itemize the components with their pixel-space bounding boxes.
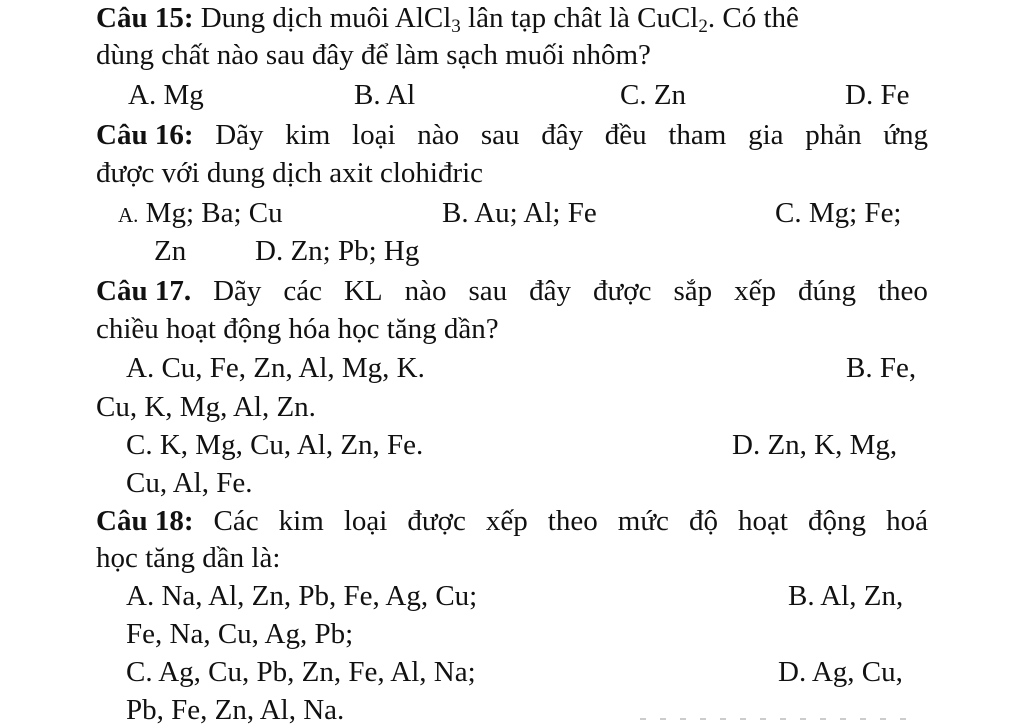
q17-word: nào bbox=[404, 275, 447, 307]
q15-label: Câu 15: bbox=[96, 2, 194, 34]
q16-word: sau bbox=[480, 119, 520, 151]
q18-word: hoá bbox=[886, 505, 928, 537]
q16-line1 bbox=[96, 117, 928, 153]
q15-subscript-1: 3 bbox=[451, 16, 461, 37]
q17-option-a: A. Cu, Fe, Zn, Al, Mg, K. bbox=[126, 352, 425, 384]
q18-word: hoạt bbox=[738, 505, 788, 537]
q16-word: ứng bbox=[883, 119, 928, 151]
q18-word: mức bbox=[617, 505, 669, 537]
decor-mark bbox=[720, 718, 726, 720]
q15-option-b: B. Al bbox=[354, 79, 416, 111]
decor-mark bbox=[860, 718, 866, 720]
q17-word: KL bbox=[343, 275, 383, 307]
q17-word: các bbox=[283, 275, 322, 307]
q17-word: sắp bbox=[673, 275, 713, 307]
q18-word: độ bbox=[688, 505, 718, 537]
q16-option-d: D. Zn; Pb; Hg bbox=[255, 235, 420, 267]
q18-line1 bbox=[96, 503, 928, 539]
q16-word: kim bbox=[285, 119, 331, 151]
decor-mark bbox=[760, 718, 766, 720]
q15-option-d: D. Fe bbox=[845, 79, 910, 111]
q17-option-c: C. K, Mg, Cu, Al, Zn, Fe. bbox=[126, 429, 424, 461]
q15-text-part2: lân tạp chât là CuCl bbox=[460, 2, 699, 34]
q18-option-c: C. Ag, Cu, Pb, Zn, Fe, Al, Na; bbox=[126, 656, 476, 688]
q18-word: được bbox=[407, 505, 466, 537]
q17-word: sau bbox=[468, 275, 508, 307]
q17-option-d: D. Zn, K, Mg, bbox=[732, 429, 898, 461]
q17-line2: chiều hoạt động hóa học tăng dần? bbox=[96, 313, 499, 345]
q15-text-part3: . Có thê bbox=[707, 2, 799, 34]
q17-word: đây bbox=[529, 275, 572, 307]
q17-word: được bbox=[593, 275, 652, 307]
page-bottom-shadow bbox=[640, 718, 940, 721]
q18-option-b: B. Al, Zn, bbox=[788, 580, 904, 612]
decor-mark bbox=[700, 718, 706, 720]
q17-word: xếp bbox=[734, 275, 776, 307]
q18-option-d-cont: Pb, Fe, Zn, Al, Na. bbox=[126, 694, 345, 726]
q16-word: nào bbox=[417, 119, 460, 151]
q16-word: tham bbox=[668, 119, 727, 151]
q17-word: đúng bbox=[797, 275, 856, 307]
q18-word: loại bbox=[343, 505, 388, 537]
decor-mark bbox=[800, 718, 806, 720]
decor-mark bbox=[900, 718, 906, 720]
q16-word: phản bbox=[805, 119, 862, 151]
q18-word: Các bbox=[213, 505, 259, 537]
q15-subscript-2: 2 bbox=[698, 16, 708, 37]
q17-word: Dãy bbox=[213, 275, 262, 307]
decor-mark bbox=[640, 718, 646, 720]
q18-line2: học tăng dần là: bbox=[96, 542, 281, 574]
q16-word: đây bbox=[541, 119, 584, 151]
q16-line2: được với dung dịch axit clohiđric bbox=[96, 157, 484, 189]
q18-label: Câu 18: bbox=[96, 505, 194, 537]
q17-label: Câu 17. bbox=[96, 275, 192, 307]
q18-word: theo bbox=[547, 505, 598, 537]
decor-mark bbox=[820, 718, 826, 720]
q18-option-a: A. Na, Al, Zn, Pb, Fe, Ag, Cu; bbox=[126, 580, 478, 612]
q18-option-b-cont: Fe, Na, Cu, Ag, Pb; bbox=[126, 618, 354, 650]
q18-option-d: D. Ag, Cu, bbox=[778, 656, 903, 688]
q17-line1 bbox=[96, 273, 928, 309]
q16-option-c-cont: Zn bbox=[154, 235, 187, 267]
decor-mark bbox=[660, 718, 666, 720]
q16-option-c: C. Mg; Fe; bbox=[775, 197, 902, 229]
q15-text-part1: Dung dịch muôi AlCl bbox=[193, 2, 452, 34]
q17-option-b-cont: Cu, K, Mg, Al, Zn. bbox=[96, 391, 316, 423]
q16-word: đều bbox=[604, 119, 647, 151]
decor-mark bbox=[740, 718, 746, 720]
q16-option-a-letter: A. bbox=[118, 203, 139, 227]
decor-mark bbox=[880, 718, 886, 720]
q17-option-d-cont: Cu, Al, Fe. bbox=[126, 467, 253, 499]
decor-mark bbox=[680, 718, 686, 720]
q18-word: động bbox=[808, 505, 867, 537]
decor-mark bbox=[840, 718, 846, 720]
q16-option-b: B. Au; Al; Fe bbox=[442, 197, 597, 229]
q16-label: Câu 16: bbox=[96, 119, 194, 151]
q16-option-a-text: Mg; Ba; Cu bbox=[138, 197, 283, 229]
decor-mark bbox=[780, 718, 786, 720]
q16-word: Dãy bbox=[215, 119, 264, 151]
q15-option-a: A. Mg bbox=[128, 79, 204, 111]
q17-word: theo bbox=[877, 275, 928, 307]
q18-word: kim bbox=[278, 505, 324, 537]
q16-option-a bbox=[118, 195, 283, 233]
q15-option-c: C. Zn bbox=[620, 79, 687, 111]
q18-word: xếp bbox=[485, 505, 528, 537]
q17-option-b: B. Fe, bbox=[846, 352, 917, 384]
q15-line2: dùng chất nào sau đây để làm sạch muối nhôm? bbox=[96, 39, 651, 71]
q16-word: loại bbox=[352, 119, 396, 151]
q16-word: gia bbox=[748, 119, 784, 151]
